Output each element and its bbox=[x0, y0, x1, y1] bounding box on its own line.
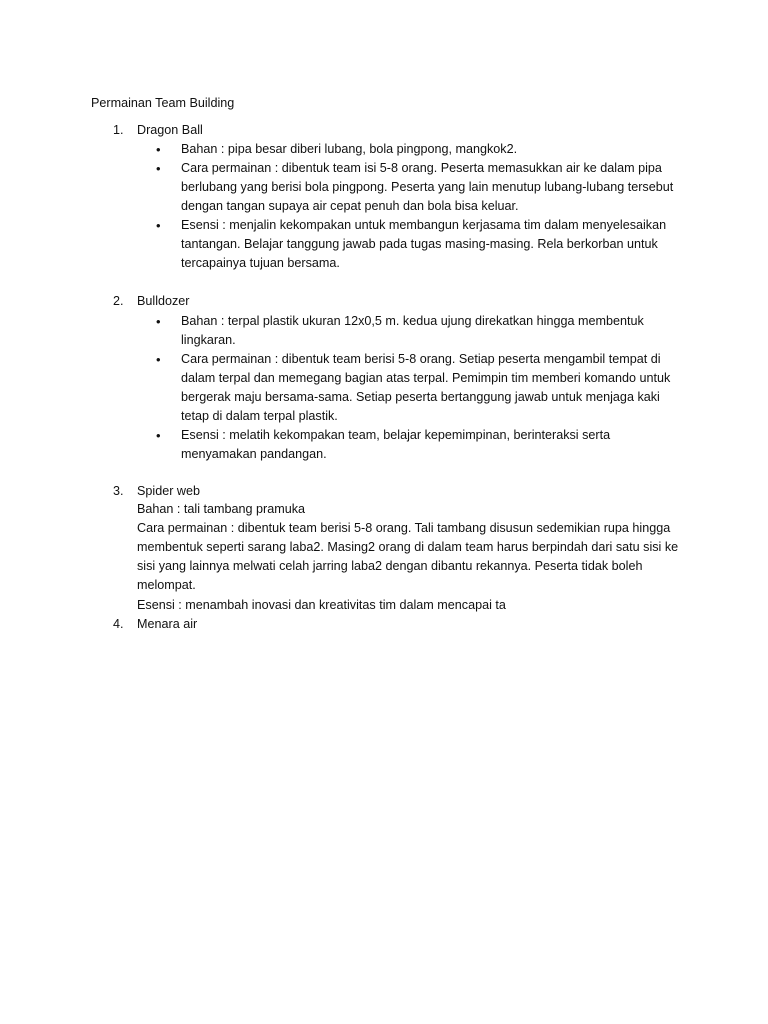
paragraph-text: Bahan : tali tambang pramuka bbox=[137, 502, 306, 516]
paragraph-text: Cara permainan : dibentuk team berisi 5-8 orang. Tali tambang disusun sedemikian rupa hingga membentuk seperti sarang laba2. Masing2 orang di dalam team harus berpindah dari satu sisi ke sisi yang lainnya melwati celah jarring laba2 dengan dibantu rekannya. Peserta tidak boleh melompat. bbox=[137, 521, 679, 592]
bullet-text: Cara permainan : dibentuk team isi 5-8 orang. Peserta memasukkan air ke dalam pipa berlubang yang berisi bola pingpong. Peserta yang lain menutup lubang-lubang tersebut dengan tangan supaya air cepat penuh dan bola bisa keluar. bbox=[181, 161, 674, 213]
paragraph-text: Esensi : menambah inovasi dan kreativitas tim dalam mencapai ta bbox=[137, 598, 506, 612]
bullet-text: Esensi : melatih kekompakan team, belajar kepemimpinan, berinteraksi serta menyamakan pandangan. bbox=[181, 428, 611, 461]
bullet-icon: • bbox=[156, 314, 161, 329]
list-item-number: 3. bbox=[113, 484, 124, 498]
bullet-icon: • bbox=[156, 352, 161, 367]
bullet-text: Esensi : menjalin kekompakan untuk membangun kerjasama tim dalam menyelesaikan tantangan. Belajar tanggung jawab pada tugas masing-masing. Rela berkorban untuk tercapainya tujuan bersama. bbox=[181, 218, 667, 270]
bullet-icon: • bbox=[156, 218, 161, 233]
list-item-number: 4. bbox=[113, 617, 124, 631]
bullet-text: Bahan : pipa besar diberi lubang, bola pingpong, mangkok2. bbox=[181, 142, 518, 156]
bullet-icon: • bbox=[156, 428, 161, 443]
list-item-number: 2. bbox=[113, 294, 124, 308]
list-item-title: Bulldozer bbox=[137, 294, 190, 308]
bullet-text: Cara permainan : dibentuk team berisi 5-8 orang. Setiap peserta mengambil tempat di dalam terpal dan memegang bagian atas terpal. Pemimpin tim memberi komando untuk bergerak maju bersama-sama. Setiap peserta bertanggung jawab untuk menjaga kaki tetap di dalam terpal plastik. bbox=[181, 352, 671, 423]
list-item-title: Spider web bbox=[137, 484, 201, 498]
bullet-icon: • bbox=[156, 142, 161, 157]
list-item-number: 1. bbox=[113, 123, 124, 137]
bullet-icon: • bbox=[156, 161, 161, 176]
document-title: Permainan Team Building bbox=[91, 96, 235, 110]
list-item-title: Menara air bbox=[137, 617, 198, 631]
list-item-title: Dragon Ball bbox=[137, 123, 203, 137]
bullet-text: Bahan : terpal plastik ukuran 12x0,5 m. kedua ujung direkatkan hingga membentuk lingkaran. bbox=[181, 314, 644, 347]
